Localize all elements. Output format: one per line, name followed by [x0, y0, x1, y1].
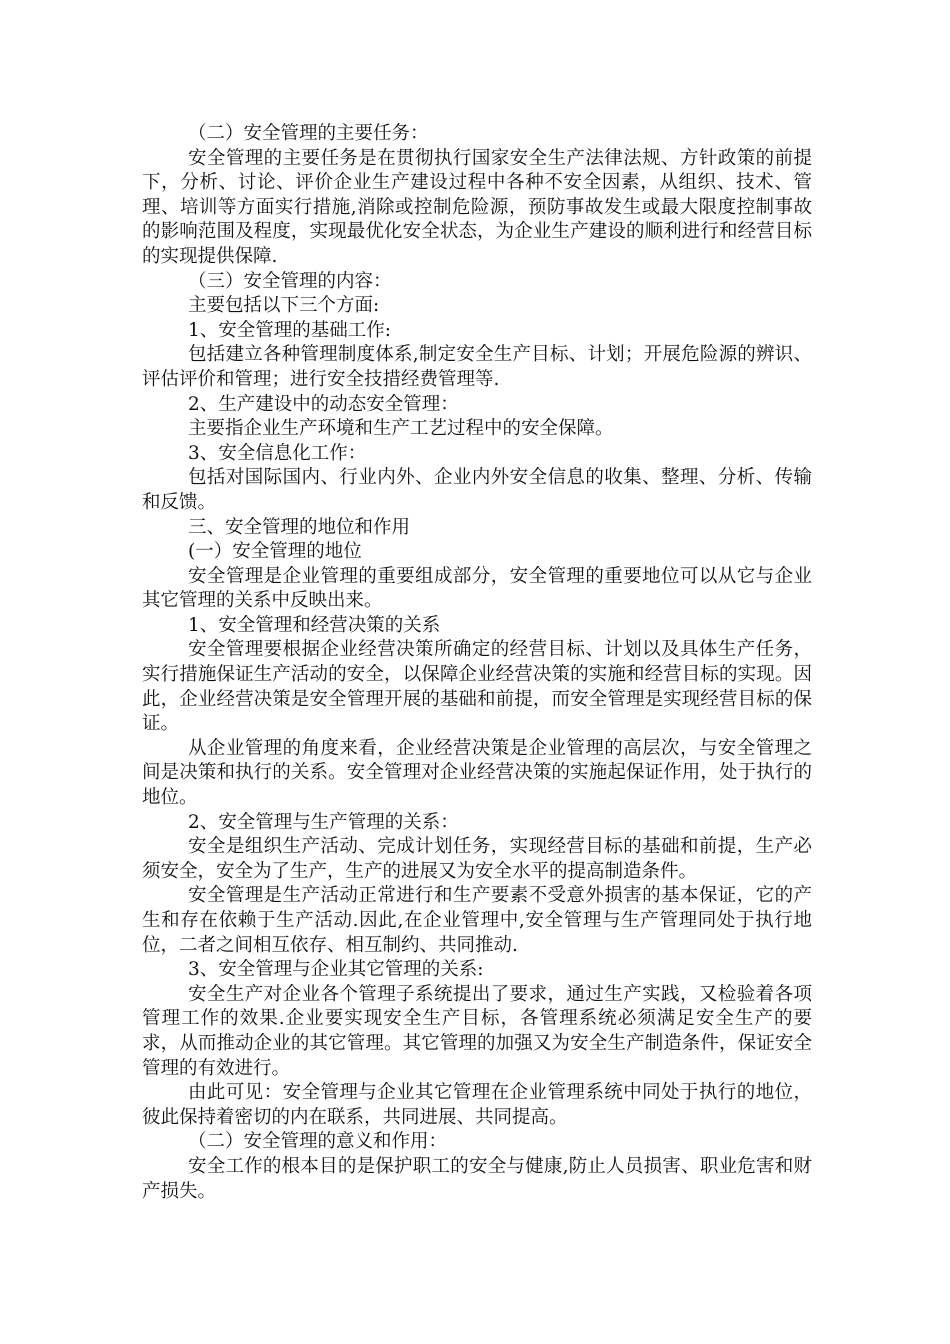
section-heading-content: （三）安全管理的内容：: [188, 270, 392, 292]
paragraph-other-management: 安全生产对企业各个管理子系统提出了要求，通过生产实践，又检验着各项管理工作的效果.企业要实现安全生产目标，各管理系统必须满足安全生产的要求，从而推动企业的其它管理。其它管理的加强又为安全生产制造条件，保证安全管理的有效进行。: [142, 983, 812, 1079]
item-heading-production-management: 2、安全管理与生产管理的关系：: [188, 811, 459, 833]
document-body: [142, 122, 812, 1204]
section-heading-status-role: 三、安全管理的地位和作用: [188, 516, 411, 538]
paragraph-significance: 安全工作的根本目的是保护职工的安全与健康,防止人员损害、职业危害和财产损失。: [142, 1155, 812, 1202]
item-heading-dynamic-management: 2、生产建设中的动态安全管理：: [188, 393, 459, 415]
paragraph-main-tasks: 安全管理的主要任务是在贯彻执行国家安全生产法律法规、方针政策的前提下，分析、讨论、评价企业生产建设过程中各种不安全因素，从组织、技术、管理、培训等方面实行措施,消除或控制危险源，预防事故发生或最大限度控制事故的影响范围及程度，实现最优化安全状态，为企业生产建设的顺利进行和经营目标的实现提供保障.: [142, 147, 812, 267]
section-heading-main-tasks: （二）安全管理的主要任务：: [188, 123, 429, 144]
paragraph-dynamic-management: 主要指企业生产环境和生产工艺过程中的安全保障。: [188, 418, 614, 440]
item-heading-informatization: 3、安全信息化工作：: [188, 442, 367, 464]
paragraph-basic-work: 包括建立各种管理制度体系,制定安全生产目标、计划；开展危险源的辨识、评估评价和管理；进行安全技措经费管理等.: [142, 344, 812, 390]
subsection-heading-significance: （二）安全管理的意义和作用：: [188, 1131, 448, 1153]
item-heading-basic-work: 1、安全管理的基础工作:: [188, 319, 392, 341]
paragraph-business-decision: 安全管理要根据企业经营决策所确定的经营目标、计划以及具体生产任务，实行措施保证生产活动的安全，以保障企业经营决策的实施和经营目标的实现。因此，企业经营决策是安全管理开展的基础和前提，而安全管理是实现经营目标的保证。: [142, 639, 812, 735]
paragraph-status: 安全管理是企业管理的重要组成部分，安全管理的重要地位可以从它与企业其它管理的关系中反映出来。: [142, 565, 812, 612]
item-heading-business-decision: 1、安全管理和经营决策的关系: [188, 614, 441, 636]
paragraph-informatization: 包括对国际国内、行业内外、企业内外安全信息的收集、整理、分析、传输和反馈。: [142, 467, 812, 513]
item-heading-other-management: 3、安全管理与企业其它管理的关系:: [188, 959, 484, 981]
subsection-heading-status: (一）安全管理的地位: [188, 541, 362, 563]
paragraph-conclusion: 由此可见：安全管理与企业其它管理在企业管理系统中同处于执行的地位，彼此保持着密切的内在联系，共同进展、共同提高。: [142, 1082, 812, 1128]
paragraph-management-perspective: 从企业管理的角度来看，企业经营决策是企业管理的高层次，与安全管理之间是决策和执行的关系。安全管理对企业经营决策的实施起保证作用，处于执行的地位。: [142, 737, 812, 809]
paragraph-production-management: 安全管理是生产活动正常进行和生产要素不受意外损害的基本保证，它的产生和存在依赖于生产活动.因此,在企业管理中,安全管理与生产管理同处于执行地位，二者之间相互依存、相互制约、共同推动.: [142, 885, 812, 956]
paragraph-three-aspects: 主要包括以下三个方面:: [188, 295, 380, 317]
paragraph-production-safety: 安全是组织生产活动、完成计划任务，实现经营目标的基础和前提，生产必须安全，安全为了生产，生产的进展又为安全水平的提高制造条件。: [142, 836, 812, 882]
